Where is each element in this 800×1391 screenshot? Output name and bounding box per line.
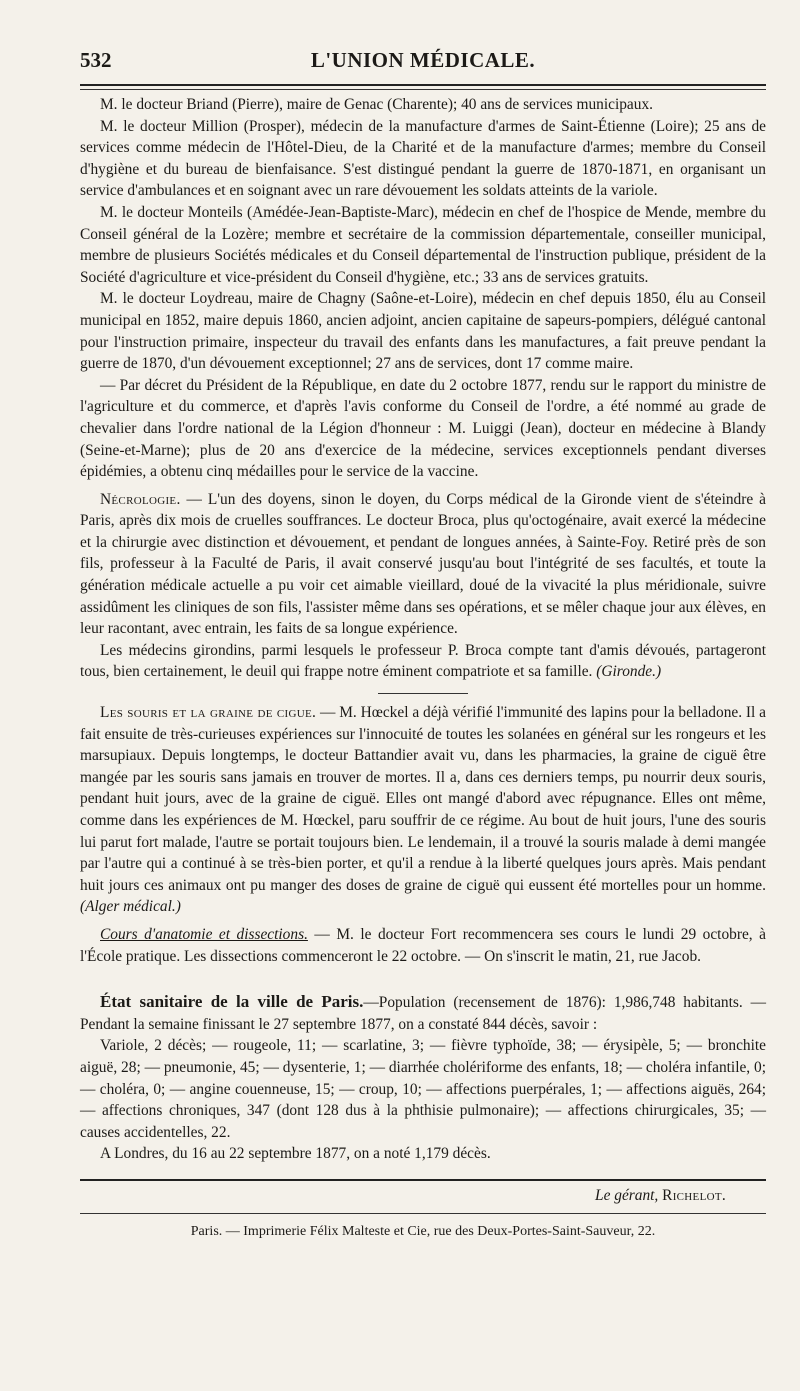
paragraph-souris bbox=[80, 702, 766, 918]
necrologie-heading: Nécrologie. bbox=[100, 490, 181, 508]
gerant-label: Le gérant, bbox=[595, 1186, 663, 1204]
paragraph-etat-list: Variole, 2 décès; — rougeole, 11; — scarlatine, 3; — fièvre typhoïde, 38; — érysipèle, 5; — bronchite aiguë, 28; — pneumonie, 45; — dysenterie, 1; — diarrhée cholériforme des enfants, 18; — choléra infantile, 0; — choléra, 0; — angine couenneuse, 15; — croup, 10; — affections puerpérales, 1; — affections aiguës, 264; — affections chroniques, 347 (dont 128 dus à la phthisie pulmonaire); — affections chirurgicales, 35; — causes accidentelles, 22. bbox=[80, 1037, 766, 1141]
paragraph-loydreau: M. le docteur Loydreau, maire de Chagny (Saône-et-Loire), médecin en chef depuis 1850, élu au Conseil municipal en 1852, maire depuis 1860, ancien adjoint, ancien capitaine de sapeurs-pompiers, délégué cantonal pour l'instruction primaire, inspecteur du travail des enfants dans les manufactures, a fait preuve pendant la guerre de 1870, d'un dévouement exceptionnel; 27 ans de services, dont 17 comme maire. bbox=[80, 290, 766, 373]
cours-text: — M. le docteur Fort recommencera ses cours le lundi 29 octobre, à l'École pratique. Les dissections commenceront le 22 octobre. — On s'inscrit le matin, 21, rue Jacob. bbox=[80, 925, 766, 965]
imprint-line: Paris. — Imprimerie Félix Malteste et Cie, rue des Deux-Portes-Saint-Sauveur, 22. bbox=[190, 1223, 656, 1239]
footer-rule bbox=[80, 1179, 766, 1181]
paragraph-million: M. le docteur Million (Prosper), médecin de la manufacture d'armes de Saint-Étienne (Loire); 25 ans de services comme médecin de l'Hôtel-Dieu, de la Charité et de la manufacture d'armes; membre du Conseil d'hygiène et du bureau de bienfaisance. S'est distingué pendant la guerre de 1870-1871, en organisant un service d'ambulances et en soignant avec un rare dévouement les soldats atteints de la variole. bbox=[80, 117, 766, 200]
paragraph-cours bbox=[80, 924, 766, 967]
souris-text: — M. Hœckel a déjà vérifié l'immunité des lapins pour la belladone. Il a fait ensuite de très-curieuses expériences sur l'innocuité de toutes les solanées en général sur les rongeurs et les marsupiaux. Depuis longtemps, le docteur Battandier avait vu, dans les pharmacies, la graine de ciguë être mangée par les souris sans jamais en trouver de mortes. Il a, dans ces derniers temps, pu nourrir deux souris, pendant huit jours, avec de la graine de ciguë. Elles ont mangé d'abord avec répugnance. Elles ont même, comme dans les expériences de M. Hœckel, paru souffrir de ce régime. Au bout de huit jours, l'une des souris lui parut fort malade, l'autre se portait toujours bien. Le lendemain, il a trouvé la souris malade à demi mangée par l'autre qui a continué à se très-bien porter, et qu'il a rendue à la liberté quelques jours après. Mais pendant huit jours ces animaux ont pu manger des doses de graine de ciguë qui eussent été mortelles pour un homme. bbox=[80, 704, 766, 894]
paragraph-decret: — Par décret du Président de la République, en date du 2 octobre 1877, rendu sur le rapport du ministre de l'agriculture et du commerce, et d'après l'avis conforme du Conseil de l'ordre, a été nommé au grade de chevalier dans l'ordre national de la Légion d'honneur : M. Luiggi (Jean), docteur en médecine à Blandy (Seine-et-Marne); plus de 20 ans d'exercice de la médecine, services exceptionnels pendant diverses épidémies, a obtenu cinq médailles pour le service de la vaccine. bbox=[80, 376, 766, 481]
souris-source: (Alger médical.) bbox=[80, 898, 181, 916]
gerant-signature bbox=[80, 1187, 766, 1205]
paragraph-briand: M. le docteur Briand (Pierre), maire de Genac (Charente); 40 ans de services municipaux. bbox=[100, 96, 653, 113]
paragraph-necrologie bbox=[80, 489, 766, 640]
imprint-rule bbox=[80, 1213, 766, 1214]
girondins-text: Les médecins girondins, parmi lesquels le professeur P. Broca compte tant d'amis dévoués, partageront tous, bien certainement, le deuil qui frappe notre éminent compatriote et sa famille. bbox=[80, 641, 766, 681]
paragraph-londres: A Londres, du 16 au 22 septembre 1877, on a noté 1,179 décès. bbox=[100, 1145, 491, 1163]
necrologie-text: — L'un des doyens, sinon le doyen, du Corps médical de la Gironde vient de s'éteindre à Paris, après dix mois de cruelles souffrances. Le docteur Broca, plus qu'octogénaire, avait exercé la médecine et la chirurgie avec distinction et dévouement, et pendant de longues années, à Sainte-Foy. Retiré près de son fils, professeur à la Faculté de Paris, il avait conservé jusqu'au bout l'intégrité de ses facultés, et toute la génération médicale actuelle a pu voir cet aimable vieillard, doué de la vivacité la plus méridionale, suivre assidûment les cliniques de son fils, l'assister même dans ses opérations, et se mêler chaque jour aux élèves, en leur racontant, avec entrain, les faits de sa longue expérience. bbox=[80, 490, 766, 638]
cours-heading: Cours d'anatomie et dissections. bbox=[100, 925, 308, 943]
section-divider bbox=[378, 693, 468, 694]
page-number: 532 bbox=[80, 48, 112, 72]
paragraph-monteils: M. le docteur Monteils (Amédée-Jean-Baptiste-Marc), médecin en chef de l'hospice de Mende, membre du Conseil général de la Lozère; membre et secrétaire de la commission départementale, conseiller municipal, membre de plusieurs Sociétés médicales et du Conseil départemental de l'instruction publique, président de la Société d'agriculture et vice-président du Conseil d'hygiène, etc.; 33 ans de services gratuits. bbox=[80, 203, 766, 286]
journal-title: L'UNION MÉDICALE. bbox=[310, 48, 536, 72]
souris-heading: Les souris et la graine de cigue. bbox=[100, 704, 317, 722]
article-body bbox=[80, 94, 766, 1165]
etat-text: —Population (recensement de 1876): 1,986,748 habitants. — Pendant la semaine finissant le 27 septembre 1877, on a constaté 844 décès, savoir : bbox=[80, 994, 766, 1033]
paragraph-etat-sanitaire bbox=[80, 991, 766, 1035]
gerant-name: Richelot. bbox=[662, 1186, 726, 1204]
page-header bbox=[80, 46, 766, 86]
header-rule bbox=[80, 89, 766, 90]
paragraph-girondins bbox=[80, 640, 766, 683]
girondins-source: (Gironde.) bbox=[596, 663, 662, 681]
etat-heading: État sanitaire de la ville de Paris. bbox=[100, 992, 364, 1012]
